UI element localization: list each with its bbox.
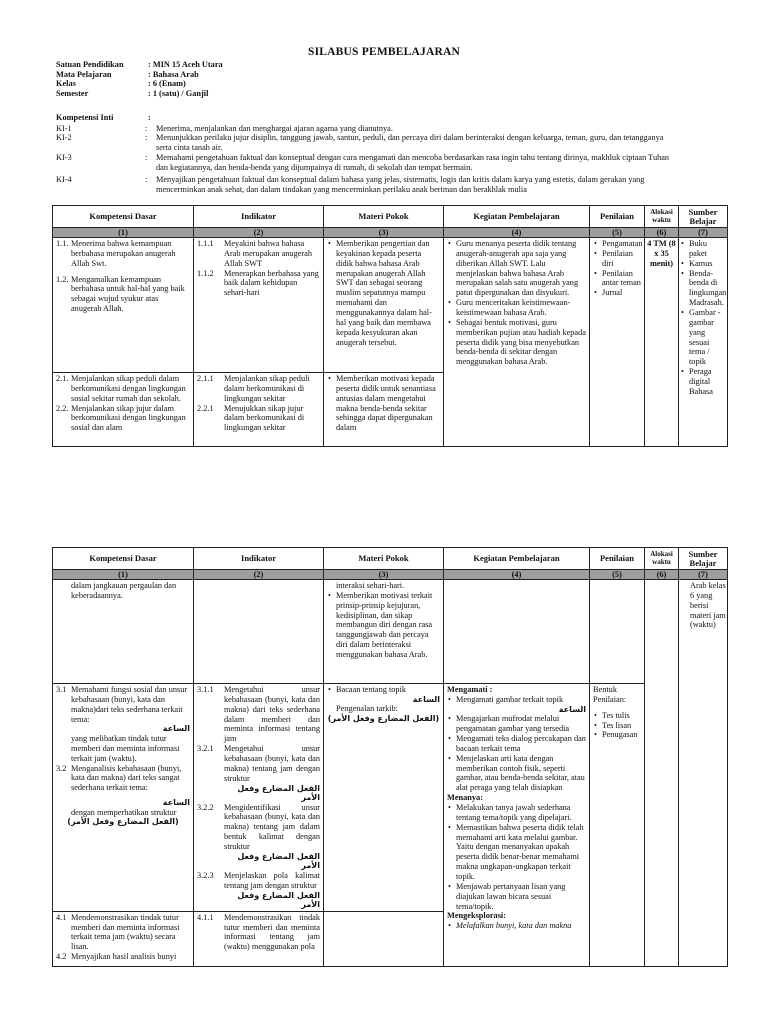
table-row [53,238,728,373]
kd-item [56,685,190,724]
sumber-item: • Buku paket [680,239,726,259]
indikator-item [197,374,320,404]
header-alokasi: Alokasi waktu [645,206,679,228]
kegiatan-section-text: Mengeksplorasi [447,911,504,921]
identity-value: : MIN 15 Aceh Utara [148,60,223,69]
kegiatan-section-label: Menanya: [447,793,483,803]
materi-cell [324,580,444,684]
indikator-text: Menjalankan sikap peduli dalam berkomunikasi di lingkungan sekitar [224,374,310,403]
header-kegiatan: Kegiatan Pembelajaran [444,548,590,570]
indikator-item [197,913,320,952]
kegiatan-item: • Guru menceritakan keistimewaan-keistimewaan bahasa Arab. [447,298,586,318]
column-number: (5) [590,570,645,580]
penilaian-item: • Jurnal [593,288,641,298]
header-materi-pokok: Materi Pokok [324,548,444,570]
header-indikator: Indikator [194,548,324,570]
indikator-item [197,871,320,910]
ki-text: Menunjukkan perilaku jujur disiplin, tanggung jawab, santun, peduli, dan percaya diri dalam berinteraksi dengan keluarga, teman, guru, dan tetangganya serta cinta tanah air. [156,133,664,152]
sumber-item: • Benda-benda di lingkungan Madrasah. [680,269,726,308]
arabic-text: الفعل المضارع وفعل الأمر [237,890,320,910]
kd-text: Menganalisis kebahasaan (bunyi, kata dan makna) dari teks sangat sederhana terkait tema: [71,763,182,793]
kegiatan-item: • Guru menanya peserta didik tentang anugerah-anugerah apa saja yang diberikan Allah SWT. Lalu menjelaskan bahwa bahasa Arab merupakan salah satu anugerah yang patut dipergunakan dan disyukuri. [447,239,586,298]
sumber-item: • Peraga digital Bahasa [680,367,726,397]
identity-label: Semester [56,88,89,98]
syllabus-table-2 [52,547,728,967]
kegiatan-item: • Melakukan tanya jawab sederhana tentang tema/topik yang dipelajari. [447,803,586,823]
arabic-text: الساعة [162,724,190,734]
arabic-text: (الفعل المضارع وفعل الأمر) [67,817,179,827]
indikator-cell [194,238,324,373]
ki-item: KI-3 : Memahami pengetahuan faktual dan konseptual dengan cara mengamati dan mencoba berdasarkan rasa ingin tahu tentang dirinya, makhluk ciptaan Tuhan dan kegiatannya, dan benda-benda yang dijumpainya di rumah, di sekolah dan tempat bermain. [56,153,676,173]
materi-cell [324,684,444,912]
sumber-item: • Gambar - gambar yang sesuai tema / topik [680,308,726,367]
indikator-number: 1.1.1 [197,239,214,248]
kegiatan-item: • Mengajarkan mufrodat melalui pengamatan gambar yang tersedia [447,714,586,734]
penilaian-label: Bentuk Penilaian: [593,685,627,704]
materi-item: • Bacaan tentang topik [327,685,440,695]
header-alokasi: Alokasi waktu [645,548,679,570]
arabic-text: الساعة [412,694,440,704]
column-number: (6) [645,228,679,238]
column-number: (7) [679,570,728,580]
indikator-cell [194,684,324,912]
kd-cell [53,911,194,966]
header-kompetensi-dasar: Kompetensi Dasar [53,206,194,228]
kd-number: 2.1. [56,374,69,383]
arabic-text: الفعل المضارع وفعل الأمر [237,783,320,803]
arabic-text: (الفعل المضارع وفعل الأمر) [327,714,440,724]
indikator-item [197,269,320,299]
indikator-text: Mengetahui unsur kebahasaan (bunyi, kata dan makna) dari teks sederhana dalam memberi dan meminta informasi tentang jam [224,685,320,744]
header-indikator: Indikator [194,206,324,228]
kegiatan-item: • Sebagai bentuk motivasi, guru memberikan pujian atau hadiah kepada peserta didik yang bisa menyebutkan benda-benda di sekitar dengan menggunakan bahasa Arab. [447,318,586,367]
kd-number: 1.2. [56,274,69,284]
identity-value: : Bahasa Arab [148,69,199,79]
materi-subtitle: Pengenalan tarkib: [336,704,398,714]
kd-text: Memahami fungsi sosial dan unsur kebahasaan (bunyi, kata dan makna)dari teks sederhana terkait tema: [71,685,188,724]
indikator-text: Meyakini bahwa bahasa Arab merupakan anugerah Allah SWT [224,239,312,268]
ki-text: Memahami pengetahuan faktual dan konseptual dengan cara mengamati dan mencoba berdasarkan rasa ingin tahu tentang dirinya, makhluk ciptaan Tuhan dan kegiatannya, dan benda-benda yang dijumpainya di rumah, di sekolah dan tempat bermain. [156,153,670,172]
identity-label: Kelas [56,79,76,88]
indikator-number: 3.2.3 [197,870,214,880]
header-sumber: Sumber Belajar [679,206,728,228]
kd-number: 3.1 [56,685,67,694]
alokasi-cell [645,580,679,967]
indikator-text: Mengetahui unsur kebahasaan (bunyi, kata dan makna) tentang jam dengan struktur [224,744,320,783]
header-penilaian: Penilaian [590,548,645,570]
sumber-cell: Arab kelas 6 yang berisi materi jam (waktu) [679,580,728,967]
header-kompetensi-dasar: Kompetensi Dasar [53,548,194,570]
identity-value: : 6 (Enam) [148,79,186,88]
kd-text: Menerima bahwa kemampuan berbahasa merupakan anugerah Allah Swt. [71,239,176,268]
kegiatan-item [447,695,586,714]
header-penilaian: Penilaian [590,206,645,228]
ki-item: KI-1 : Menerima, menjalankan dan menghargai ajaran agama yang dianutnya. [56,124,676,134]
column-number: (1) [53,570,194,580]
page-title: SILABUS PEMBELAJARAN [308,46,460,58]
kegiatan-cell [444,580,590,684]
indikator-number: 3.2.2 [197,802,214,812]
identity-value: : 1 (satu) / Ganjil [148,88,209,98]
materi-item: • Memberikan pengertian dan keyakinan kepada peserta didik bahwa bahasa Arab merupakan anugerah Allah SWT dan sebagai seorang muslim sepatutnya mampu memahami dan menggunakannya dalam hal-hal yang baik dan membawa kepada kesyukuran akan anugerah tersebut. [327,239,440,347]
indikator-item [197,239,320,269]
kd-item [56,275,190,314]
column-number: (2) [194,228,324,238]
indikator-text: Mendemonstrasikan tindak tutur memberi dan meminta informasi tentang jam (waktu) menggunakan pola [224,912,320,952]
ki-label: KI-4 [56,175,72,184]
indikator-item [197,685,320,744]
arabic-text: الفعل المضارع وفعل الأمر [237,851,320,871]
column-number: (7) [679,228,728,238]
indikator-text: Menujukkan sikap jujur dalam berkomunikasi di lingkungan sekitar [224,403,305,433]
ki-text: Menyajikan pengetahuan faktual dan konseptual dalam bahasa yang jelas, sistematis, logis dan kritis dalam karya yang estetis, dalam gerakan yang mencerminkan anak sehat, dan dalam tindakan yang mencerminkan perilaku anak beriman dan berakhlak mulia [156,175,645,194]
materi-continued: interaksi sehari-hari. [336,581,405,590]
column-number: (1) [53,228,194,238]
kd-text: dengan memperhatikan struktur [71,807,177,817]
arabic-text: الساعة [162,798,190,808]
ki-item: KI-2 : Menunjukkan perilaku jujur disiplin, tanggung jawab, santun, peduli, dan percaya diri dalam berinteraksi dengan keluarga, teman, guru, dan tetangganya serta cinta tanah air. [56,133,676,153]
kd-number: 2.2. [56,403,69,413]
indikator-text: Menerapkan berbahasa yang baik dalam kehidupan sehari-hari [224,268,319,298]
kd-cell [53,238,194,373]
materi-cell [324,373,444,447]
kd-text: Menjalankan sikap peduli dalam berkomunikasi dengan lingkungan sosial sekitar rumah dan sekolah. [71,374,186,403]
ki-heading-label: Kompetensi Inti [56,113,114,122]
kegiatan-cell [444,684,590,967]
kd-item [56,374,190,404]
kegiatan-cell [444,238,590,447]
ki-label: KI-2 [56,133,72,142]
kegiatan-item: • Mengamati teks dialog percakapan dan bacaan terkait tema [447,734,586,754]
ki-label: KI-3 [56,153,72,162]
kd-text: Menjalankan sikap jujur dalam berkomunikasi dengan lingkungan sosial dan alam [71,403,186,433]
identity-label: Mata Pelajaran [56,69,112,79]
kd-text: Mendemonstrasikan tindak tutur memberi dan meminta informasi terkait tema jam (waktu) secara lisan. [71,912,180,952]
kd-text: Menyajikan hasil analisis bunyi [71,952,177,962]
materi-item: • Memberikan motivasi kepada peserta didik untuk senantiasa antusias dalam mengetahui makna benda-benda sekitar sehingga dapat dipergunakan dalam [327,374,440,433]
kegiatan-section-label: Mengeksplorasi: [447,911,507,921]
ki-heading-colon: : [148,113,151,122]
penilaian-cell [590,580,645,684]
kegiatan-section-label: Mengamati : [447,685,493,694]
kegiatan-section-text: Menanya [447,793,481,803]
kegiatan-item: • Menjelaskan arti kata dengan memberikan contoh fisik, seperti gambar, atau benda-benda sekitar, atau alat peraga yang telah disiapkan [447,754,586,793]
kegiatan-text: Mengamati gambar terkait topik [456,694,564,704]
kd-number: 3.2 [56,763,67,773]
indikator-number: 3.2.1 [197,744,214,754]
penilaian-item: • Tes tulis [593,711,641,721]
indikator-item [197,803,320,871]
kd-text: Mengamalkan kemampuan berbahasa untuk hal-hal yang baik sebagai wujud syukur atas anugerah Allah. [71,274,185,314]
kd-number: 4.2 [56,952,67,962]
penilaian-item: • Penugasan [593,730,641,740]
kegiatan-item: • Menjawab pertanyaan lisan yang diajukan lawan bicara sesuai tema/topik. [447,882,586,912]
ki-item: KI-4 : Menyajikan pengetahuan faktual dan konseptual dalam bahasa yang jelas, sistematis, logis dan kritis dalam karya yang estetis, dalam gerakan yang mencerminkan anak sehat, dan dalam tindakan yang mencerminkan perilaku anak beriman dan berakhlak mulia [56,175,676,195]
kd-cell [53,684,194,912]
identity-label: Satuan Pendidikan [56,60,124,69]
indikator-text: Mengidentifikasi unsur kebahasaan (bunyi, kata dan makna) tentang jam dalam bentuk kalimat dengan struktur [224,802,320,852]
kegiatan-item: • Memastikan bahwa peserta didik telah memahami arti kata melalui gambar. Yaitu dengan menanyakan apakah peserta didik benar-benar memahami makna ungkapan-ungkapan terkait topik. [447,823,586,882]
kd-item [56,404,190,434]
identity-block [56,60,223,98]
kd-item [56,913,190,952]
ki-label: KI-1 [56,124,72,133]
kd-text: yang melibatkan tindak tutur memberi dan meminta informasi terkait jam (waktu). [71,733,180,763]
header-materi-pokok: Materi Pokok [324,206,444,228]
materi-cell [324,911,444,966]
penilaian-item: • Tes lisan [593,721,641,731]
indikator-cell [194,373,324,447]
penilaian-item: • Pengamatan [593,239,641,249]
penilaian-item: • Penilaian diri [593,249,641,269]
column-number: (3) [324,228,444,238]
column-number: (4) [444,570,590,580]
kd-cell [53,373,194,447]
arabic-text: الساعة [558,704,586,714]
kd-item [56,764,190,794]
column-number: (2) [194,570,324,580]
indikator-cell [194,580,324,684]
indikator-text: Menjelaskan pola kalimat tentang jam dengan struktur [224,870,320,890]
kd-number: 1.1. [56,239,69,248]
materi-item: • Memberikan motivasi terkait prinsip-prinsip kejujuran, kedisiplinan, dan sikap membangun diri dengan rasa tanggungjawab dan percaya diri dalam berinteraksi menggunakan bahasa Arab. [327,591,440,660]
table-row [53,684,728,912]
header-sumber: Sumber Belajar [679,548,728,570]
column-number: (4) [444,228,590,238]
kd-cell: dalam jangkauan pergaulan dan keberadaannya. [53,580,194,684]
column-number: (6) [645,570,679,580]
kegiatan-item: • Melafalkan bunyi, kata dan makna [447,921,586,931]
indikator-item [197,404,320,434]
penilaian-cell [590,238,645,447]
sumber-cell [679,238,728,447]
ki-heading [56,113,151,123]
penilaian-cell [590,684,645,967]
syllabus-table-1 [52,205,728,447]
header-kegiatan: Kegiatan Pembelajaran [444,206,590,228]
sumber-item: • Kamus [680,259,726,269]
alokasi-cell: 4 TM (8 x 35 menit) [645,238,679,447]
column-number: (5) [590,228,645,238]
column-number: (3) [324,570,444,580]
indikator-item [197,744,320,802]
indikator-number: 1.1.2 [197,268,214,278]
indikator-number: 2.1.1 [197,374,214,383]
penilaian-item: • Penilaian antar teman [593,269,641,289]
ki-text: Menerima, menjalankan dan menghargai ajaran agama yang dianutnya. [156,124,393,133]
kd-item [56,952,190,962]
table-row [53,580,728,684]
indikator-cell [194,911,324,966]
indikator-number: 2.2.1 [197,403,214,413]
materi-cell [324,238,444,373]
indikator-number: 4.1.1 [197,912,214,922]
kd-number: 4.1 [56,912,67,922]
kd-item [56,239,190,269]
indikator-number: 3.1.1 [197,685,214,694]
